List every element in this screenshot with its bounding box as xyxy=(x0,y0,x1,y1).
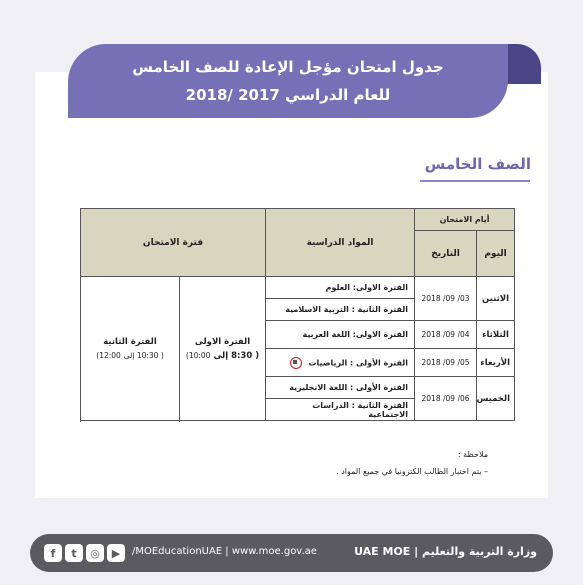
period2-title: الفترة الثانية xyxy=(103,336,157,347)
grade-heading: الصف الخامس xyxy=(424,155,531,173)
subject-cell: الفترة الثانية : التربية الاسلامية xyxy=(266,299,415,321)
subject-cell: الفترة الاولى: العلوم xyxy=(266,277,415,299)
header-date: التاريخ xyxy=(415,231,477,277)
subject-cell: الفترة الأولى : اللغة الانجليزية xyxy=(266,377,415,399)
period1-cell xyxy=(180,277,266,421)
footer-handle-link[interactable]: /MOEducationUAE | www.moe.gov.ae xyxy=(132,546,317,557)
day-cell: الأربعاء xyxy=(477,349,515,377)
date-cell: 2018 /09 /04 xyxy=(415,321,477,349)
calculator-icon xyxy=(290,357,302,369)
period1-time-start: ( 8:30 إلى xyxy=(213,350,260,361)
period1-time xyxy=(184,349,261,363)
title-banner xyxy=(68,44,508,118)
twitter-icon[interactable]: t xyxy=(65,544,83,562)
day-cell: الخميس xyxy=(477,377,515,421)
notes-item: – يتم اختبار الطالب الكترونيا في جميع المواد . xyxy=(336,467,488,476)
date-cell: 2018 /09 /05 xyxy=(415,349,477,377)
period2-time xyxy=(85,349,175,363)
subject-cell: الفترة الاولى: اللغة العربية xyxy=(266,321,415,349)
header-exam-days: أيام الامتحان xyxy=(415,209,515,231)
header-exam-period: فترة الامتحان xyxy=(81,209,266,277)
footer-bar xyxy=(30,534,553,572)
subject-cell-math xyxy=(266,349,415,377)
date-cell: 2018 /09 /03 xyxy=(415,277,477,321)
footer-ministry: وزارة التربية والتعليم | UAE MOE xyxy=(354,545,537,558)
facebook-icon[interactable]: f xyxy=(44,544,62,562)
day-cell: الثلاثاء xyxy=(477,321,515,349)
date-cell: 2018 /09 /06 xyxy=(415,377,477,421)
period2-cell xyxy=(81,277,180,421)
subject-cell: الفترة الثانية : الدراسات الاجتماعية xyxy=(266,399,415,421)
exam-schedule-table xyxy=(80,208,515,421)
period1-time-end: 10:00) xyxy=(185,350,211,360)
banner-subtitle: للعام الدراسي 2017 /2018 xyxy=(185,86,391,104)
notes-label: ملاحظة : xyxy=(457,450,488,459)
banner-title: جدول امتحان مؤجل الإعادة للصف الخامس xyxy=(132,58,444,76)
period2-time-end: 12:00) xyxy=(96,350,121,360)
header-day: اليوم xyxy=(477,231,515,277)
notes-section xyxy=(336,450,488,484)
header-subjects: المواد الدراسية xyxy=(266,209,415,277)
social-icons xyxy=(44,544,125,562)
grade-heading-underline xyxy=(420,180,530,182)
day-cell: الاثنين xyxy=(477,277,515,321)
instagram-icon[interactable]: ◎ xyxy=(86,544,104,562)
period1-title: الفترة الاولى xyxy=(194,336,251,347)
subject-text: الفترة الأولى : الرياضيات xyxy=(308,358,409,367)
period2-time-start: ( 10:30 إلى xyxy=(123,350,164,360)
youtube-icon[interactable]: ▶ xyxy=(107,544,125,562)
